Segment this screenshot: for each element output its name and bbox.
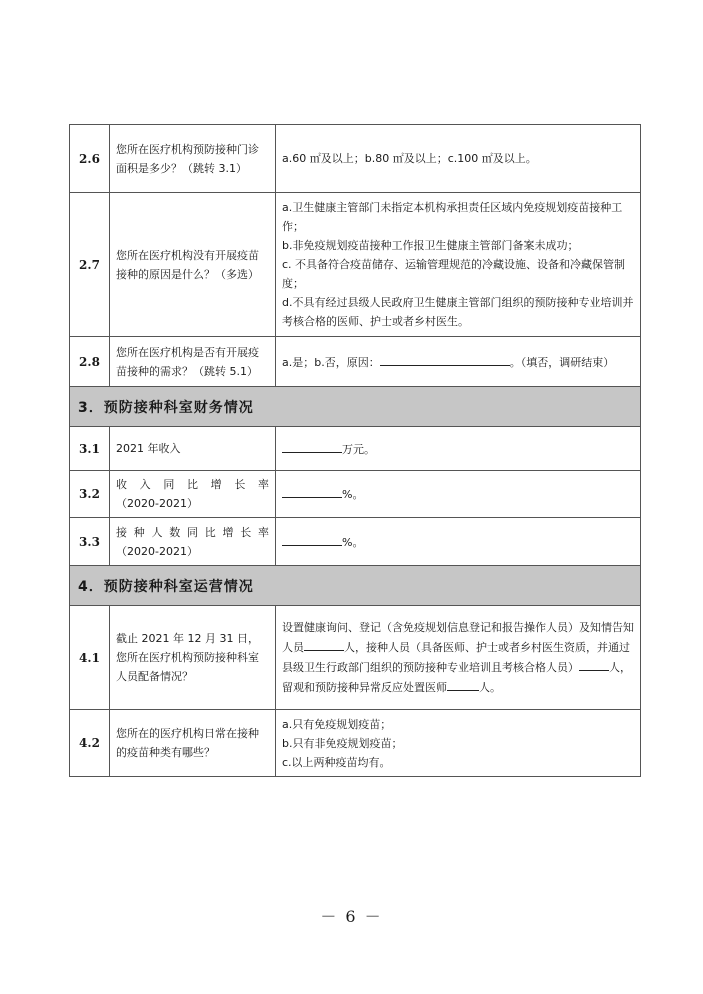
question-text: 您所在的医疗机构日常在接种的疫苗种类有哪些？ bbox=[110, 710, 276, 777]
section-title: 4．预防接种科室运营情况 bbox=[70, 566, 641, 606]
table-row bbox=[70, 606, 641, 710]
staff-blank[interactable] bbox=[447, 677, 479, 691]
answer-field: 设置健康询问、登记（含免疫规划信息登记和报告操作人员）及知情告知人员 人，接种人员（具备医师、护士或者乡村医生资质，并通过县级卫生行政部门组织的预防接种专业培训且考核合格人员） 人，留观和预防接种异常反应处置医师 人。 bbox=[276, 606, 641, 710]
answer-field: %。 bbox=[276, 518, 641, 566]
answer-options: a.是；b.否，原因： 。（填否，调研结束） bbox=[276, 337, 641, 387]
staff-blank[interactable] bbox=[304, 637, 344, 651]
answer-options: a.60 ㎡及以上；b.80 ㎡及以上；c.100 ㎡及以上。 bbox=[276, 125, 641, 193]
question-number: 2.8 bbox=[70, 337, 110, 387]
question-text: 收入同比增长率 （2020-2021） bbox=[110, 471, 276, 518]
table-row bbox=[70, 193, 641, 337]
option-d: d.不具有经过县级人民政府卫生健康主管部门组织的预防接种专业培训并考核合格的医师、护士或者乡村医生。 bbox=[282, 296, 634, 328]
option-a: a.卫生健康主管部门未指定本机构承担责任区域内免疫规划疫苗接种工作； bbox=[282, 201, 623, 233]
question-text: 您所在医疗机构没有开展疫苗接种的原因是什么？（多选） bbox=[110, 193, 276, 337]
question-text: 2021 年收入 bbox=[110, 427, 276, 471]
table-row bbox=[70, 471, 641, 518]
answer-options bbox=[276, 193, 641, 337]
growth-rate-blank[interactable] bbox=[282, 484, 342, 498]
question-number: 3.2 bbox=[70, 471, 110, 518]
section-header-row bbox=[70, 387, 641, 427]
table-row bbox=[70, 518, 641, 566]
section-header-row bbox=[70, 566, 641, 606]
option-c: c.以上两种疫苗均有。 bbox=[282, 755, 391, 769]
survey-table bbox=[69, 124, 641, 777]
question-number: 2.7 bbox=[70, 193, 110, 337]
question-text: 接种人数同比增长率 （2020-2021） bbox=[110, 518, 276, 566]
question-number: 4.2 bbox=[70, 710, 110, 777]
answer-field: %。 bbox=[276, 471, 641, 518]
question-number: 2.6 bbox=[70, 125, 110, 193]
question-number: 3.3 bbox=[70, 518, 110, 566]
option-b: b.非免疫规划疫苗接种工作报卫生健康主管部门备案未成功； bbox=[282, 239, 579, 252]
option-b: b.只有非免疫规划疫苗； bbox=[282, 736, 403, 750]
question-text: 截止 2021 年 12 月 31 日，您所在医疗机构预防接种科室人员配备情况？ bbox=[110, 606, 276, 710]
table-row bbox=[70, 125, 641, 193]
answer-field: 万元。 bbox=[276, 427, 641, 471]
income-blank[interactable] bbox=[282, 439, 342, 453]
staff-blank[interactable] bbox=[579, 657, 609, 671]
question-text: 您所在医疗机构预防接种门诊面积是多少？（跳转 3.1） bbox=[110, 125, 276, 193]
question-number: 4.1 bbox=[70, 606, 110, 710]
question-text: 您所在医疗机构是否有开展疫苗接种的需求？（跳转 5.1） bbox=[110, 337, 276, 387]
table-row bbox=[70, 710, 641, 777]
question-number: 3.1 bbox=[70, 427, 110, 471]
reason-blank[interactable] bbox=[380, 352, 510, 366]
option-a: a.只有免疫规划疫苗； bbox=[282, 717, 392, 731]
table-row bbox=[70, 427, 641, 471]
option-c: c. 不具备符合疫苗储存、运输管理规范的冷藏设施、设备和冷藏保管制度； bbox=[282, 258, 626, 290]
vaccinee-growth-blank[interactable] bbox=[282, 532, 342, 546]
table-row bbox=[70, 337, 641, 387]
section-title: 3．预防接种科室财务情况 bbox=[70, 387, 641, 427]
page-number: － 6 － bbox=[320, 907, 383, 926]
answer-options bbox=[276, 710, 641, 777]
